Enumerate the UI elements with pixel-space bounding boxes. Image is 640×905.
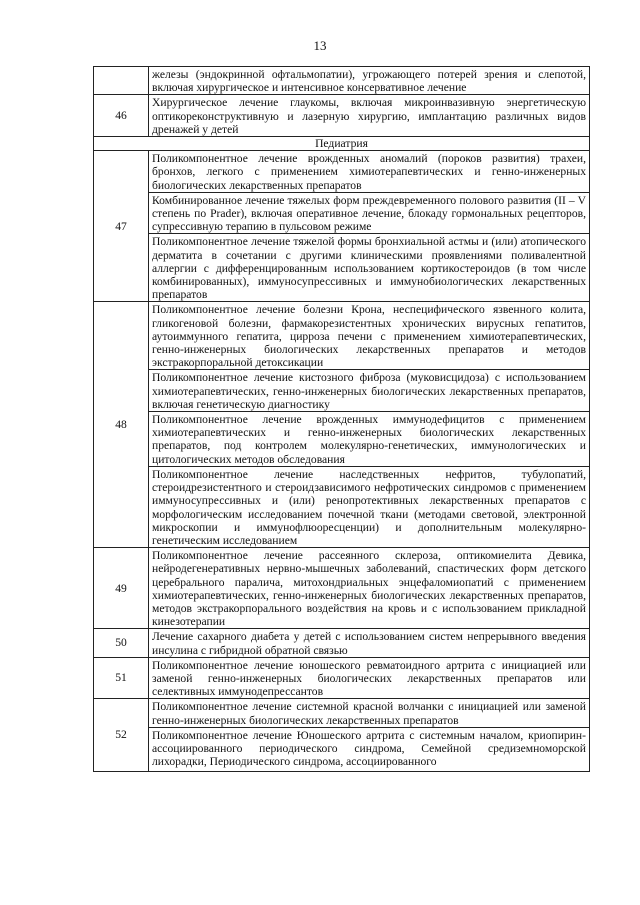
table-row [94,234,590,302]
table-row [94,192,590,234]
section-header-row [94,137,590,151]
treatment-text-cell: Поликомпонентное лечение юношеского ревматоидного артрита с инициацией или заменой генно-инженерных биологических лекарственных препаратов или селективных иммунодепрессантов [149,657,590,699]
row-number-cell: 50 [94,629,149,657]
section-title: Педиатрия [94,137,590,151]
table-row [94,548,590,629]
row-number-cell: 47 [94,151,149,302]
treatment-text-cell: Поликомпонентное лечение врожденных иммунодефицитов с применением химиотерапевтических и генно-инженерных биологических лекарственных препаратов, под контролем молекулярно-генетических, иммунологических и цитологических методов обследования [149,412,590,467]
treatment-text-cell: Поликомпонентное лечение системной красной волчанки с инициацией или заменой генно-инженерных биологических лекарственных препаратов [149,699,590,727]
table-row [94,699,590,727]
table-row [94,302,590,370]
row-number-cell: 46 [94,95,149,137]
row-number-cell [94,67,149,95]
row-number-cell: 48 [94,302,149,548]
treatment-text-cell: Поликомпонентное лечение Юношеского артрита с системным началом, криопирин-ассоциированного периодического синдрома, Семейной средиземноморской лихорадки, Периодического синдрома, ассоциированного [149,727,590,771]
table-row [94,412,590,467]
treatment-text-cell: Поликомпонентное лечение кистозного фиброза (муковисцидоза) с использованием химиотерапевтических, генно-инженерных биологических лекарственных препаратов, включая генетическую диагностику [149,370,590,412]
treatment-table [93,66,590,772]
table-row [94,629,590,657]
treatment-text-cell: Поликомпонентное лечение наследственных нефритов, тубулопатий, стероидрезистентного и стероидзависимого нефротических синдромов с применением иммуносупрессивных и (или) ренопротективных лекарственных препаратов с морфологическим исследованием почечной ткани (методами световой, электронной микроскопии и иммунофлюоресценции) и дополнительным молекулярно-генетическим исследованием [149,466,590,547]
table-row [94,95,590,137]
row-number-cell: 52 [94,699,149,771]
table-row [94,370,590,412]
treatment-text-cell: Лечение сахарного диабета у детей с использованием систем непрерывного введения инсулина с гибридной обратной связью [149,629,590,657]
table-row [94,67,590,95]
row-number-cell: 51 [94,657,149,699]
page-number: 13 [313,38,327,53]
row-number-cell: 49 [94,548,149,629]
table-row [94,657,590,699]
treatment-text-cell: Комбинированное лечение тяжелых форм преждевременного полового развития (II – V степень по Prader), включая оперативное лечение, блокаду гормональных рецепторов, супрессивную терапию в пульсовом режиме [149,192,590,234]
treatment-text-cell: Хирургическое лечение глаукомы, включая микроинвазивную энергетическую оптикореконструктивную и лазерную хирургию, имплантацию различных видов дренажей у детей [149,95,590,137]
treatment-text-cell: Поликомпонентное лечение болезни Крона, неспецифического язвенного колита, гликогеновой болезни, фармакорезистентных хронических вирусных гепатитов, аутоиммунного гепатита, цирроза печени с применением химиотерапевтических, генно-инженерных биологических лекарственных препаратов и методов экстракорпоральной детоксикации [149,302,590,370]
continued-text-cell: железы (эндокринной офтальмопатии), угрожающего потерей зрения и слепотой, включая хирургическое и интенсивное консервативное лечение [149,67,590,95]
table-row [94,466,590,547]
treatment-text-cell: Поликомпонентное лечение врожденных аномалий (пороков развития) трахеи, бронхов, легкого с применением химиотерапевтических и генно-инженерных биологических лекарственных препаратов [149,151,590,193]
table-row [94,727,590,771]
table-row [94,151,590,193]
treatment-text-cell: Поликомпонентное лечение тяжелой формы бронхиальной астмы и (или) атопического дерматита в сочетании с другими клиническими проявлениями поливалентной аллергии с дифференцированным использованием кортикостероидов (в том числе комбинированных), иммуносупрессивных и иммунобиологических лекарственных препаратов [149,234,590,302]
treatment-text-cell: Поликомпонентное лечение рассеянного склероза, оптикомиелита Девика, нейродегенеративных нервно-мышечных заболеваний, спастических форм детского церебрального паралича, митохондриальных энцефаломиопатий с применением химиотерапевтических, генно-инженерных биологических лекарственных препаратов, методов экстракорпорального воздействия на кровь и с использованием прикладной кинезотерапии [149,548,590,629]
